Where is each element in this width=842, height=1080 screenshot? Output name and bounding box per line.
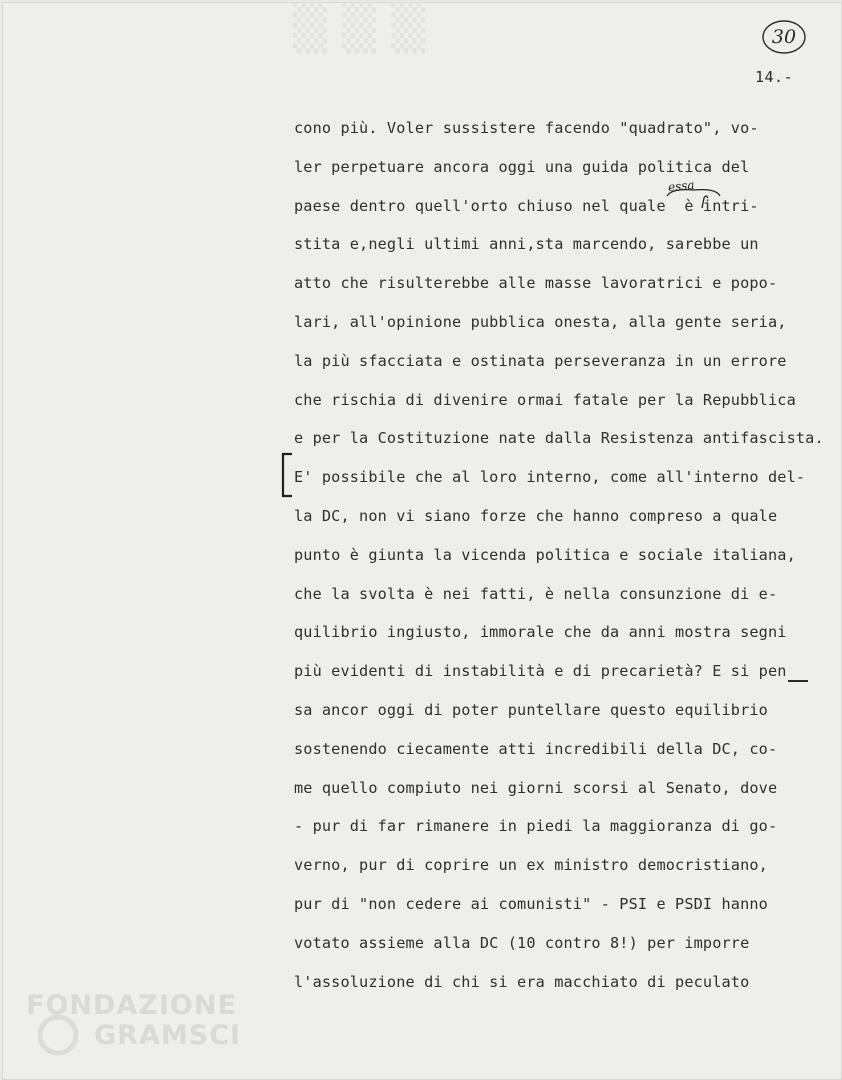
text-line: stita e,negli ultimi anni,sta marcendo, sarebbe un <box>294 235 759 254</box>
text-line: e per la Costituzione nate dalla Resistenza antifascista. <box>294 429 824 448</box>
text-line: sa ancor oggi di poter puntellare questo equilibrio <box>294 700 768 719</box>
text-line: che rischia di divenire ormai fatale per la Repubblica <box>294 390 796 409</box>
text-line: lari, all'opinione pubblica onesta, alla gente seria, <box>294 312 787 331</box>
text-line: - pur di far rimanere in piedi la maggioranza di go- <box>294 817 778 836</box>
text-line: ler perpetuare ancora oggi una guida politica del <box>294 157 750 176</box>
page-number: 14.- <box>755 68 794 86</box>
paragraph-bracket-icon <box>280 452 294 498</box>
bleed-through-text: ▒ ▒ ▒ <box>293 3 426 54</box>
text-line: punto è giunta la vicenda politica e sociale italiana, <box>294 545 796 564</box>
text-line: che la svolta è nei fatti, è nella consunzione di e- <box>294 584 778 603</box>
text-line: la più sfacciata e ostinata perseveranza in un errore <box>294 351 787 370</box>
text-line: quilibrio ingiusto, immorale che da anni mostra segni <box>294 623 787 642</box>
insertion-caret-icon <box>664 186 724 210</box>
foundation-watermark <box>8 990 242 1070</box>
text-line: votato assieme alla DC (10 contro 8!) per imporre <box>294 933 750 952</box>
handwritten-insertion: essa <box>667 177 696 195</box>
circle-mark-icon <box>760 18 808 56</box>
typed-body-text <box>294 115 834 1007</box>
text-line: verno, pur di coprire un ex ministro democristiano, <box>294 856 768 875</box>
text-line: sostenendo ciecamente atti incredibili della DC, co- <box>294 739 778 758</box>
text-line: E' possibile che al loro interno, come all'interno del- <box>294 468 806 487</box>
text-line: pur di "non cedere ai comunisti" - PSI e PSDI hanno <box>294 894 768 913</box>
text-line: più evidenti di instabilità e di precarietà? E si pen <box>294 662 787 681</box>
text-line: cono più. Voler sussistere facendo "quadrato", vo- <box>294 119 759 137</box>
handwritten-sheet-number <box>760 18 808 56</box>
handwritten-underline <box>788 680 808 682</box>
text-line: me quello compiuto nei giorni scorsi al Senato, dove <box>294 778 778 797</box>
watermark-line1: FONDAZIONE <box>26 990 237 1021</box>
text-line: atto che risulterebbe alle masse lavoratrici e popo- <box>294 274 778 293</box>
text-line: la DC, non vi siano forze che hanno compreso a quale <box>294 506 778 525</box>
text-line: paese dentro quell'orto chiuso nel quale è intri- <box>294 196 759 215</box>
sheet-number-text: 30 <box>771 26 797 48</box>
watermark-line2: GRAMSCI <box>94 1020 242 1051</box>
text-line: l'assoluzione di chi si era macchiato di peculato <box>294 972 750 991</box>
